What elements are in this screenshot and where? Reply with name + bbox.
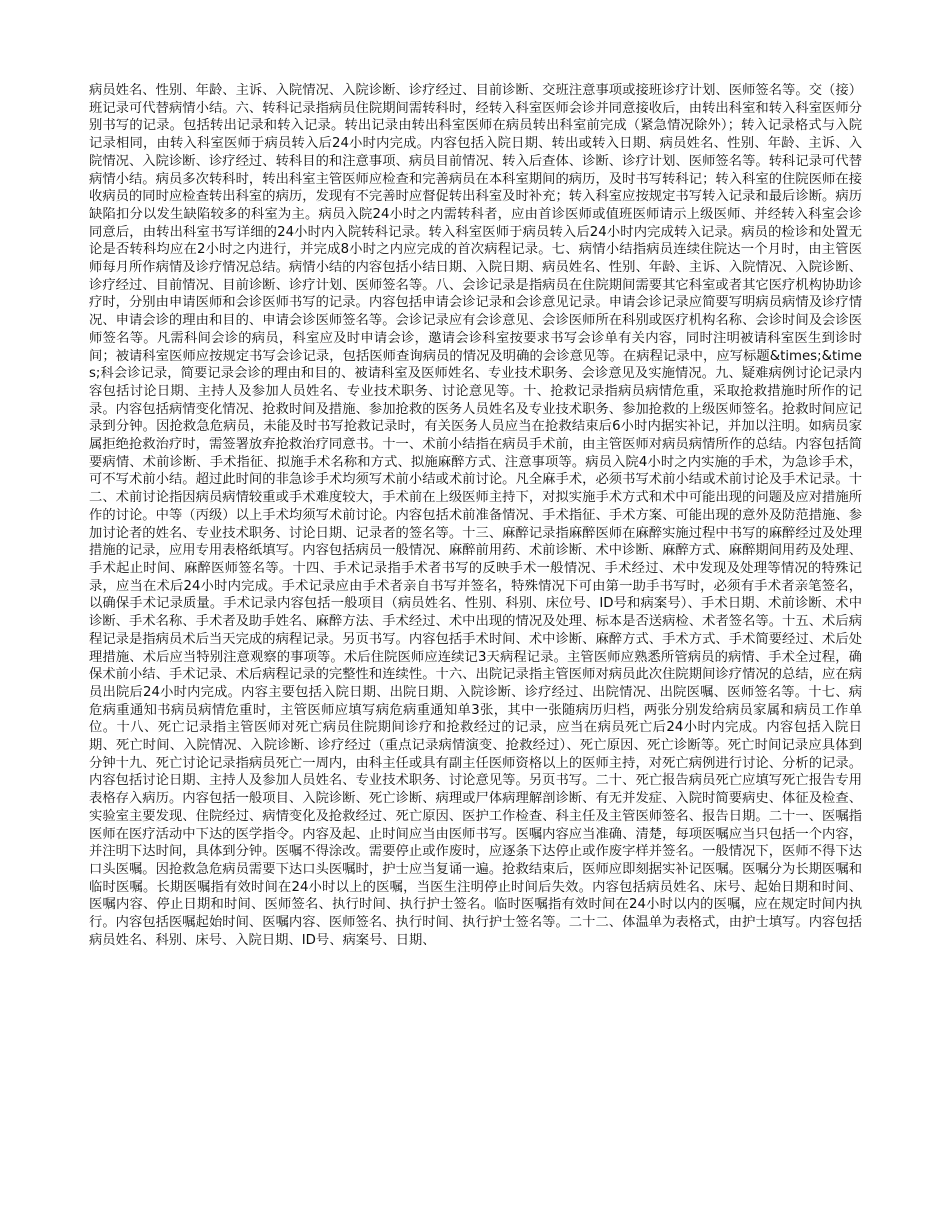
body-paragraph: 病员姓名、性别、年龄、主诉、入院情况、入院诊断、诊疗经过、目前诊断、交班注意事项或接班诊疗计划、医师签名等。交（接）班记录可代替病情小结。六、转科记录指病员住院期间需转科时，经转入科室医师会诊并同意接收后，由转出科室和转入科室医师分别书写的记录。包括转出记录和转入记录。转出记录由转出科室医师在病员转出科室前完成（紧急情况除外）；转入记录格式与入院记录相同，由转入科室医师于病员转入后24小时内完成。内容包括入院日期、转出或转入日期、病员姓名、性别、年龄、主诉、入院情况、入院诊断、诊疗经过、转科目的和注意事项、病员目前情况、转入后查体、诊断、诊疗计划、医师签名等。转科记录可代替病情小结。病员多次转科时，转出科室主管医师应检查和完善病员在本科室期间的病历，及时书写转科记；转入科室的住院医师在接收病员的同时应检查转出科室的病历，发现有不完善时应督促转出科室及时补充；转入科室应按规定书写转入记录和最后诊断。病历缺陷扣分以发生缺陷较多的科室为主。病员入院24小时之内需转科者，应由首诊医师或值班医师请示上级医师、并经转入科室会诊同意后，由转出科室书写详细的24小时内入院转科记录。转入科室医师于病员转入后24小时内完成转入记录。病员的检诊和处置无论是否转科均应在2小时之内进行，并完成8小时之内应完成的首次病程记录。七、病情小结指病员连续住院达一个月时，由主管医师每月所作病情及诊疗情况总结。病情小结的内容包括小结日期、入院日期、病员姓名、性别、年龄、主诉、入院情况、入院诊断、诊疗经过、目前情况、目前诊断、诊疗计划、医师签名等。八、会诊记录是指病员在住院期间需要其它科室或者其它医疗机构协助诊疗时，分别由申请医师和会诊医师书写的记录。内容包括申请会诊记录和会诊意见记录。申请会诊记录应简要写明病员病情及诊疗情况、申请会诊的理由和目的、申请会诊医师签名等。会诊记录应有会诊意见、会诊医师所在科别或医疗机构名称、会诊时间及会诊医师签名等。凡需科间会诊的病员，科室应及时申请会诊，邀请会诊科室按要求书写会诊单有关内容，同时注明被请科室医生到诊时间；被请科室医师应按规定书写会诊记录，包括医师查询病员的情况及明确的会诊意见等。在病程记录中，应写标题&times;&times;科会诊记录，简要记录会诊的理由和目的、被请科室及医师姓名、专业技术职务、会诊意见及实施情况。九、疑难病例讨论记录内容包括讨论日期、主持人及参加人员姓名、专业技术职务、讨论意见等。十、抢救记录指病员病情危重，采取抢救措施时所作的记录。内容包括病情变化情况、抢救时间及措施、参加抢救的医务人员姓名及专业技术职务、参加抢救的上级医师签名。抢救时间应记录到分钟。因抢救急危病员，未能及时书写抢救记录时，有关医务人员应当在抢救结束后6小时内据实补记，并加以注明。如病员家属拒绝抢救治疗时，需签署放弃抢救治疗同意书。十一、术前小结指在病员手术前，由主管医师对病员病情所作的总结。内容包括简要病情、术前诊断、手术指征、拟施手术名称和方式、拟施麻醉方式、注意事项等。病员入院4小时之内实施的手术，为急诊手术，可不写术前小结。超过此时间的非急诊手术均须写术前小结或术前讨论。凡全麻手术，必须书写术前小结或术前讨论及手术记录。十二、术前讨论指因病员病情较重或手术难度较大，手术前在上级医师主持下，对拟实施手术方式和术中可能出现的问题及应对措施所作的讨论。中等（丙级）以上手术均须写术前讨论。内容包括术前准备情况、手术指征、手术方案、可能出现的意外及防范措施、参加讨论者的姓名、专业技术职务、讨论日期、记录者的签名等。十三、麻醉记录指麻醉医师在麻醉实施过程中书写的麻醉经过及处理措施的记录，应用专用表格纸填写。内容包括病员一般情况、麻醉前用药、术前诊断、术中诊断、麻醉方式、麻醉期间用药及处理、手术起止时间、麻醉医师签名等。十四、手术记录指手术者书写的反映手术一般情况、手术经过、术中发现及处理等情况的特殊记录，应当在术后24小时内完成。手术记录应由手术者亲自书写并签名，特殊情况下可由第一助手书写时，必须有手术者亲笔签名，以确保手术记录质量。手术记录内容包括一般项目（病员姓名、性别、科别、床位号、ID号和病案号）、手术日期、术前诊断、术中诊断、手术名称、手术者及助手姓名、麻醉方法、手术经过、术中出现的情况及处理、标本是否送病检、术者签名等。十五、术后病程记录是指病员术后当天完成的病程记录。另页书写。内容包括手术时间、术中诊断、麻醉方式、手术方式、手术简要经过、术后处理措施、术后应当特别注意观察的事项等。术后住院医师应连续记3天病程记录。主管医师应熟悉所管病员的病情、手术全过程，确保术前小结、手术记录、术后病程记录的完整性和连续性。十六、出院记录指主管医师对病员此次住院期间诊疗情况的总结，应在病员出院后24小时内完成。内容主要包括入院日期、出院日期、入院诊断、诊疗经过、出院情况、出院医嘱、医师签名等。十七、病危病重通知书病员病情危重时，主管医师应填写病危病重通知单3张，其中一张随病历归档，两张分别发给病员家属和病员工作单位。十八、死亡记录指主管医师对死亡病员住院期间诊疗和抢救经过的记录，应当在病员死亡后24小时内完成。内容包括入院日期、死亡时间、入院情况、入院诊断、诊疗经过（重点记录病情演变、抢救经过）、死亡原因、死亡诊断等。死亡时间记录应具体到分钟十九、死亡讨论记录指病员死亡一周内，由科主任或具有副主任医师资格以上的医师主持，对死亡病例进行讨论、分析的记录。内容包括讨论日期、主持人及参加人员姓名、专业技术职务、讨论意见等。另页书写。二十、死亡报告病员死亡应填写死亡报告专用表格存入病历。内容包括一般项目、入院诊断、死亡诊断、病理或尸体病理解剖诊断、有无并发症、入院时简要病史、体征及检查、实验室主要发现、住院经过、病情变化及抢救经过、死亡原因、医护工作检查、科主任及主管医师签名、报告日期。二十一、医嘱指医师在医疗活动中下达的医学指令。内容及起、止时间应当由医师书写。医嘱内容应当准确、清楚，每项医嘱应当只包括一个内容，并注明下达时间，具体到分钟。医嘱不得涂改。需要停止或作废时，应逐条下达停止或作废字样并签名。一般情况下，医师不得下达口头医嘱。因抢救急危病员需要下达口头医嘱时，护士应当复诵一遍。抢救结束后，医师应即刻据实补记医嘱。医嘱分为长期医嘱和临时医嘱。长期医嘱指有效时间在24小时以上的医嘱，当医生注明停止时间后失效。内容包括病员姓名、床号、起始日期和时间、医嘱内容、停止日期和时间、医师签名、执行时间、执行护士签名。临时医嘱指有效时间在24小时以内的医嘱，应在规定时间内执行。内容包括医嘱起始时间、医嘱内容、医师签名、执行时间、执行护士签名等。二十二、体温单为表格式，由护士填写。内容包括病员姓名、科别、床号、入院日期、ID号、病案号、日期、 bbox=[89, 83, 862, 948]
document-page bbox=[89, 82, 862, 949]
